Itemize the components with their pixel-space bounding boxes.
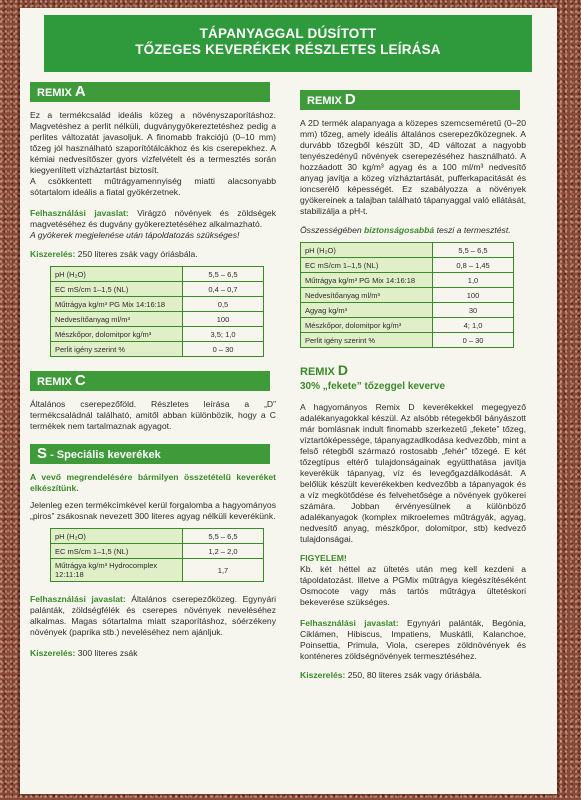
remix-s-header: S - Speciális keverékek	[30, 444, 270, 464]
remix-a-body: Ez a termékcsalád ideális közeg a növényszaporításhoz. Magvetéshez a perlit nélküli, dugványgyökereztetéshez pedig a perlites változatát javasoljuk. A finomabb frakciójú (0–10 mm) tőzeg jól használható szaporítótálcákhoz és kis cserepekhez. A kémiai nedvesítőszer gyors vízfelvételt és a termesztés során kiegyenlített vízháztartást biztosít.	[30, 110, 276, 175]
param-name: Műtrágya kg/m³ Hydrocomplex 12:11:18	[51, 559, 183, 582]
param-name: Perlit igény szerint %	[301, 333, 433, 348]
param-value: 1,7	[183, 559, 264, 582]
param-value: 0 – 30	[183, 342, 264, 357]
table-row	[51, 544, 264, 559]
table-row	[301, 288, 514, 303]
param-value: 5,5 – 6,5	[183, 267, 264, 282]
remix-c-body: Általános cserepezőföld. Részletes leírása a „D” termékcsaládnál található, amitől abban különbözik, hogy a C termékek nem tartalmaznak agyagot.	[30, 399, 276, 431]
param-name: EC mS/cm 1–1,5 (NL)	[301, 258, 433, 273]
table-row	[51, 282, 264, 297]
remix-d2-subtitle: 30% „fekete” tőzeggel keverve	[300, 381, 446, 392]
remix-d2-use: Felhasználási javaslat: Egynyári palánták, Begónia, Ciklámen, Hibiscus, Impatiens, Muskátli, Kalanchoe, Poinsettia, Primula, Viola, cserepes zöldnövények és konténeres zöldségnövények termesztéséhez.	[300, 618, 527, 661]
remix-s-bold: A vevő megrendelésére bármilyen összetételű keveréket elkészítünk.	[30, 472, 276, 493]
remix-d-body: A 2D termék alapanyaga a közepes szemcseméretű (0–20 mm) tőzeg, amely ideális általános cserepezőközegnek. A durvább tőzegből készült 3D, 4D változat a nagyobb tenyészedényű növények cserepezéséhez használható. A hozzáadott 30 kg/m³ agyag és a 100 ml/m³ nedvesítő anyag javítja a közeg vízháztartását, pufferkapacitását és ioncserélő képességét. Ez szabályozza a növények gyökereinek a talajban található tápanyaggal való ellátását, stabilizálja a pH-t.	[300, 118, 526, 216]
param-value: 100	[183, 312, 264, 327]
param-value: 4; 1,0	[433, 318, 514, 333]
param-name: pH (H₂O)	[51, 267, 183, 282]
table-row	[51, 529, 264, 544]
param-name: Perlit igény szerint %	[51, 342, 183, 357]
table-row	[301, 303, 514, 318]
param-name: pH (H₂O)	[301, 243, 433, 258]
param-name: Nedvesítőanyag ml/m³	[301, 288, 433, 303]
param-name: Nedvesítőanyag ml/m³	[51, 312, 183, 327]
param-value: 30	[433, 303, 514, 318]
remix-a-note: A gyökerek megjelenése után tápoldatozás szükséges!	[30, 230, 240, 240]
remix-d-table	[300, 242, 514, 348]
param-value: 0,5	[183, 297, 264, 312]
remix-d2-title: REMIX D	[300, 362, 349, 378]
remix-d2-warn: Kb. két héttel az ültetés után meg kell kezdeni a tápoldatozást. Illetve a PGMix műtrágya kiegészítéséként Osmocote vagy más tartós műtrágya ültetéskori bekeverése szükséges.	[300, 564, 526, 607]
remix-s-use: Felhasználási javaslat: Általános cserepezőközeg. Egynyári palánták, zöldségfélék és cserepes növények neveléséhez alkalmas. Magas sótartalma miatt szaporításhoz, sóérzékeny növények (paprika stb.) neveléséhez nem ajánljuk.	[30, 594, 277, 637]
remix-s-body: Jelenleg ezen termékcímkével kerül forgalomba a hagyományos „piros” zsákosnak nevezett 300 literes agyag nélküli keverékünk.	[30, 500, 276, 521]
param-name: Műtrágya kg/m³ PG Mix 14:16:18	[51, 297, 183, 312]
param-name: Mészkőpor, dolomitpor kg/m³	[51, 327, 183, 342]
param-value: 1,2 – 2,0	[183, 544, 264, 559]
table-row	[51, 312, 264, 327]
remix-d2-warn-label: FIGYELEM!	[300, 553, 347, 563]
param-name: Műtrágya kg/m³ PG Mix 14:16:18	[301, 273, 433, 288]
page-title: TÁPANYAGGAL DÚSÍTOTT TŐZEGES KEVERÉKEK RÉSZLETES LEÍRÁSA	[44, 15, 532, 72]
param-name: EC mS/cm 1–1,5 (NL)	[51, 282, 183, 297]
remix-d2-body: A hagyományos Remix D keverékekkel megegyező adalékanyagokkal készül. Az alsóbb rétegekből bányászott már bomlásnak indult finomabb szerkezetű „fekete” tőzeg, víztartóképessége, tápanyagzadlkodása kedvezőbb, mint a felső rétegből származó rostosabb „fehér” tőzegé. E két tőzegtípus eltérő tulajdonságainak együtthatása javítja keverékük tápanyag, víz és levegőgazdálkodását. A belőlük készült keverékekben kedvezőbb a tápanyagok és a víz megkötődése és felvehetősége a növények gyökerei számára. Jobban érvényesülnek a különböző adalékanyagok (komplex mikroelemes műtrágyák, agyag, nedvesítő anyag, mészkőpor, dolomitpor, stb) kedvező tulajdonságai.	[300, 402, 526, 544]
remix-c-header: REMIX C	[30, 371, 270, 391]
remix-d-note: Összességében biztonságosabbá teszi a termesztést.	[300, 225, 511, 235]
param-value: 5,5 – 6,5	[433, 243, 514, 258]
remix-d2-pack: Kiszerelés: 250, 80 literes zsák vagy óriásbála.	[300, 670, 483, 680]
remix-s-pack: Kiszerelés: 300 literes zsák	[30, 648, 138, 658]
table-row	[301, 258, 514, 273]
remix-a-pack: Kiszerelés: 250 literes zsák vagy óriásbála.	[30, 249, 198, 259]
remix-a-body2: A csökkentett műtrágyamennyiség miatti alacsonyabb sótartalom ideális a fiatal gyökérzetnek.	[30, 176, 276, 197]
left-column	[30, 82, 276, 659]
remix-a-header: REMIX A	[30, 82, 270, 102]
param-value: 5,5 – 6,5	[183, 529, 264, 544]
table-row	[51, 342, 264, 357]
remix-s-table	[50, 528, 264, 582]
param-name: EC mS/cm 1–1,5 (NL)	[51, 544, 183, 559]
table-row	[301, 273, 514, 288]
param-value: 0,8 – 1,45	[433, 258, 514, 273]
table-row	[301, 333, 514, 348]
table-row	[301, 318, 514, 333]
table-row	[51, 559, 264, 582]
remix-a-use: Felhasználási javaslat: Virágzó növények és zöldségek magvetéséhez és dugvány gyökereztetéséhez alkalmazható.	[30, 208, 276, 229]
param-value: 0 – 30	[433, 333, 514, 348]
table-row	[51, 267, 264, 282]
table-row	[301, 243, 514, 258]
param-name: Agyag kg/m³	[301, 303, 433, 318]
param-value: 3,5; 1,0	[183, 327, 264, 342]
right-column	[300, 90, 526, 681]
param-value: 0,4 – 0,7	[183, 282, 264, 297]
param-name: Mészkőpor, dolomitpor kg/m³	[301, 318, 433, 333]
table-row	[51, 327, 264, 342]
param-value: 1,0	[433, 273, 514, 288]
table-row	[51, 297, 264, 312]
param-value: 100	[433, 288, 514, 303]
remix-d-header: REMIX D	[300, 90, 520, 110]
param-name: pH (H₂O)	[51, 529, 183, 544]
remix-a-table	[50, 266, 264, 357]
